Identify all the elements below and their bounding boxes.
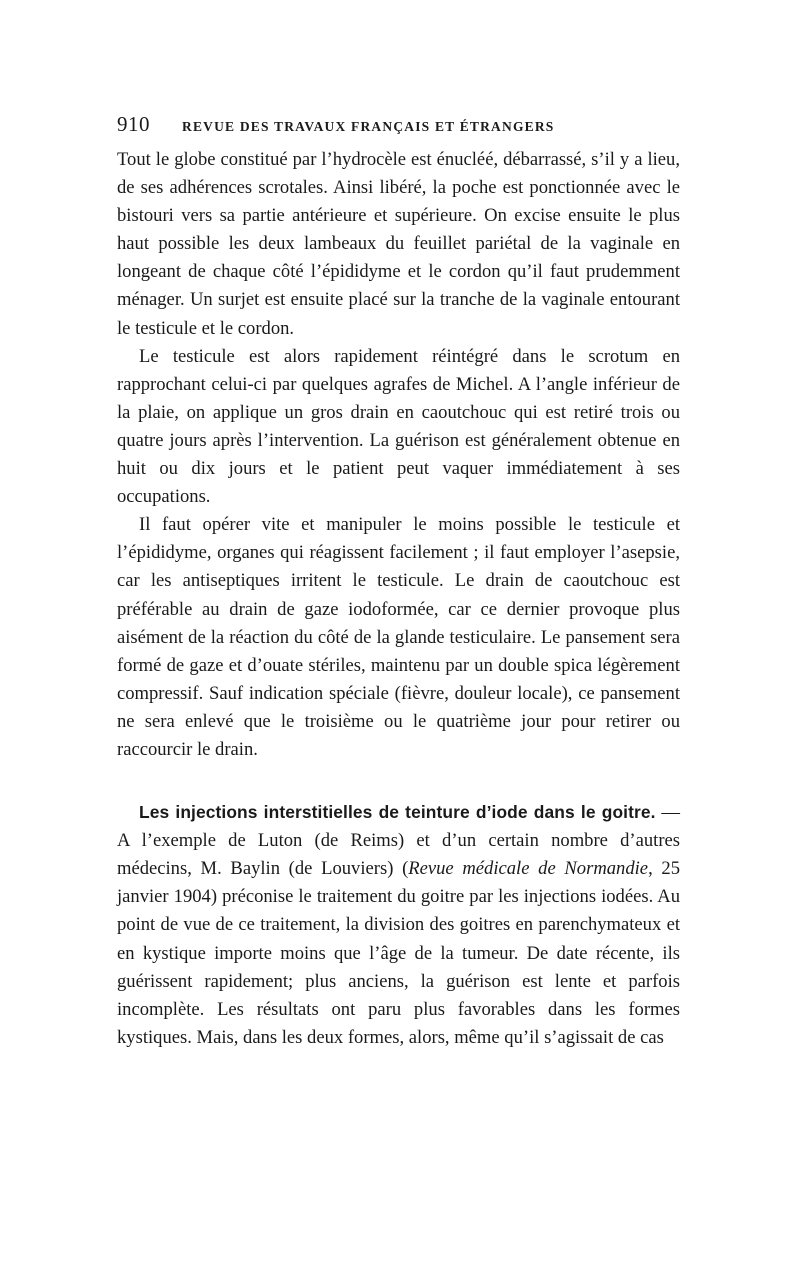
paragraph-2: Le testicule est alors rapidement réintégré dans le scrotum en rapprochant celui-ci par quelques agrafes de Michel. A l’angle inférieur de la plaie, on applique un gros drain en caoutchouc qui est retiré trois ou quatre jours après l’intervention. La guérison est généralement obtenue en huit ou dix jours et le patient peut vaquer immédiatement à ses occupations.	[117, 345, 680, 508]
document-page	[117, 112, 680, 1052]
section-text-before-source: — A l’exemple de Luton (de Reims) et d’un certain nombre d’autres médecins, M. Baylin (de Louviers) (	[117, 802, 680, 880]
section-title: Les injections interstitielles de teinture d’iode dans le goitre.	[139, 802, 656, 823]
italic-source: Revue médicale de Normandie	[408, 858, 649, 880]
page-number: 910	[117, 112, 150, 136]
running-header	[117, 112, 680, 142]
paragraph-3: Il faut opérer vite et manipuler le moins possible le testicule et l’épididyme, organes qui réagissent facilement ; il faut employer l’asepsie, car les antiseptiques irritent le testicule. Le drain de caoutchouc est préférable au drain de gaze iodoformée, car ce dernier provoque plus aisément de la réaction du côté de la glande testiculaire. Le pansement sera formé de gaze et d’ouate stériles, maintenu par un double spica légèrement compressif. Sauf indication spéciale (fièvre, douleur locale), ce pansement ne sera enlevé que le troisième ou le quatrième jour pour retirer ou raccourcir le drain.	[117, 514, 680, 760]
goitre-section	[117, 798, 680, 1052]
paragraph-1: Tout le globe constitué par l’hydrocèle est énucléé, débarrassé, s’il y a lieu, de ses adhérences scrotales. Ainsi libéré, la poche est ponctionnée avec le bistouri vers sa partie antérieure et supérieure. On excise ensuite le plus haut possible les deux lambeaux du feuillet pariétal de la vaginale en longeant de chaque côté l’épididyme et le cordon qu’il faut prudemment ménager. Un surjet est ensuite placé sur la tranche de la vaginale entourant le testicule et le cordon.	[117, 149, 680, 339]
section-text-after-source: , 25 janvier 1904) préconise le traitement du goitre par les injections iodées. Au point de vue de ce traitement, la division des goitres en parenchymateux et en kystique importe moins que l’âge de la tumeur. De date récente, ils guérissent rapidement; plus anciens, la guérison est lente et parfois incomplète. Les résultats ont paru plus favorables dans les formes kystiques. Mais, dans les deux formes, alors, même qu’il s’agissait de cas	[117, 858, 680, 1048]
section-paragraph	[117, 798, 680, 1052]
journal-title: REVUE DES TRAVAUX FRANÇAIS ET ÉTRANGERS	[182, 119, 555, 134]
